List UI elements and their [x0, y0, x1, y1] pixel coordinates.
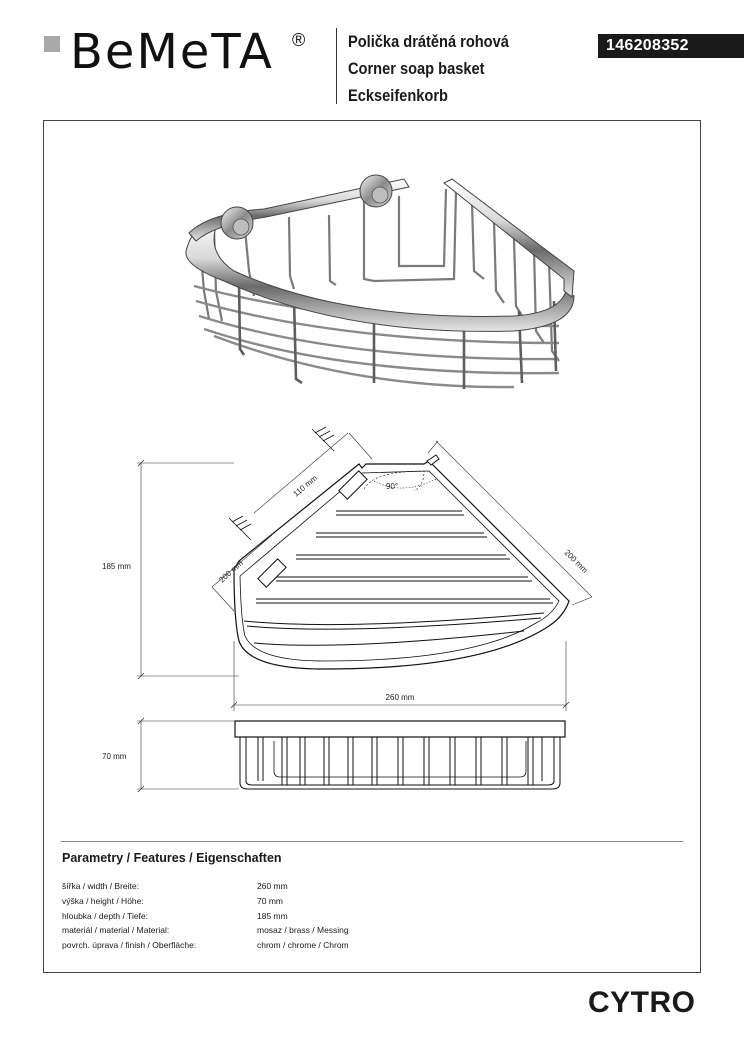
title-cz: Polička drátěná rohová [348, 32, 509, 51]
title-en: Corner soap basket [348, 59, 485, 78]
side-view [235, 721, 565, 789]
features-title: Parametry / Features / Eigenschaften [62, 851, 282, 865]
angle-label: 90° [385, 482, 399, 491]
spec-label: hloubka / depth / Tiefe: [62, 910, 149, 921]
dim-185: 185 mm [102, 562, 131, 571]
spec-value: chrom / chrome / Chrom [257, 940, 349, 951]
top-view [229, 427, 569, 669]
spec-label: výška / height / Höhe: [62, 895, 144, 906]
dim-70: 70 mm [102, 752, 127, 761]
drawing-frame [43, 120, 701, 973]
spec-label: materiál / material / Material: [62, 925, 170, 936]
dim-200-right: 200 mm [562, 548, 590, 575]
logo-wordmark: BeMeTA [70, 24, 274, 80]
spec-value: 185 mm [257, 910, 288, 921]
product-render [186, 175, 574, 389]
product-titles [348, 28, 535, 109]
logo-square [44, 36, 60, 52]
registered-mark: ® [292, 30, 306, 50]
spec-label: šířka / width / Breite: [62, 881, 139, 891]
spec-label: povrch. úprava / finish / Oberfläche: [62, 940, 197, 951]
spec-value: 260 mm [257, 881, 288, 891]
features-divider [61, 841, 683, 842]
series-name: CYTRO [588, 986, 696, 1019]
title-divider [336, 28, 337, 104]
dim-200-left: 200 mm [217, 558, 245, 585]
bemeta-logo [44, 24, 324, 80]
product-code-badge: 146208352 [598, 34, 744, 58]
dim-110: 110 mm [291, 473, 319, 499]
title-de: Eckseifenkorb [348, 86, 448, 105]
spec-value: 70 mm [257, 895, 283, 906]
dim-260: 260 mm [385, 693, 415, 702]
spec-value: mosaz / brass / Messing [257, 925, 349, 936]
technical-drawing [44, 121, 702, 841]
dimension-lines [137, 433, 592, 789]
